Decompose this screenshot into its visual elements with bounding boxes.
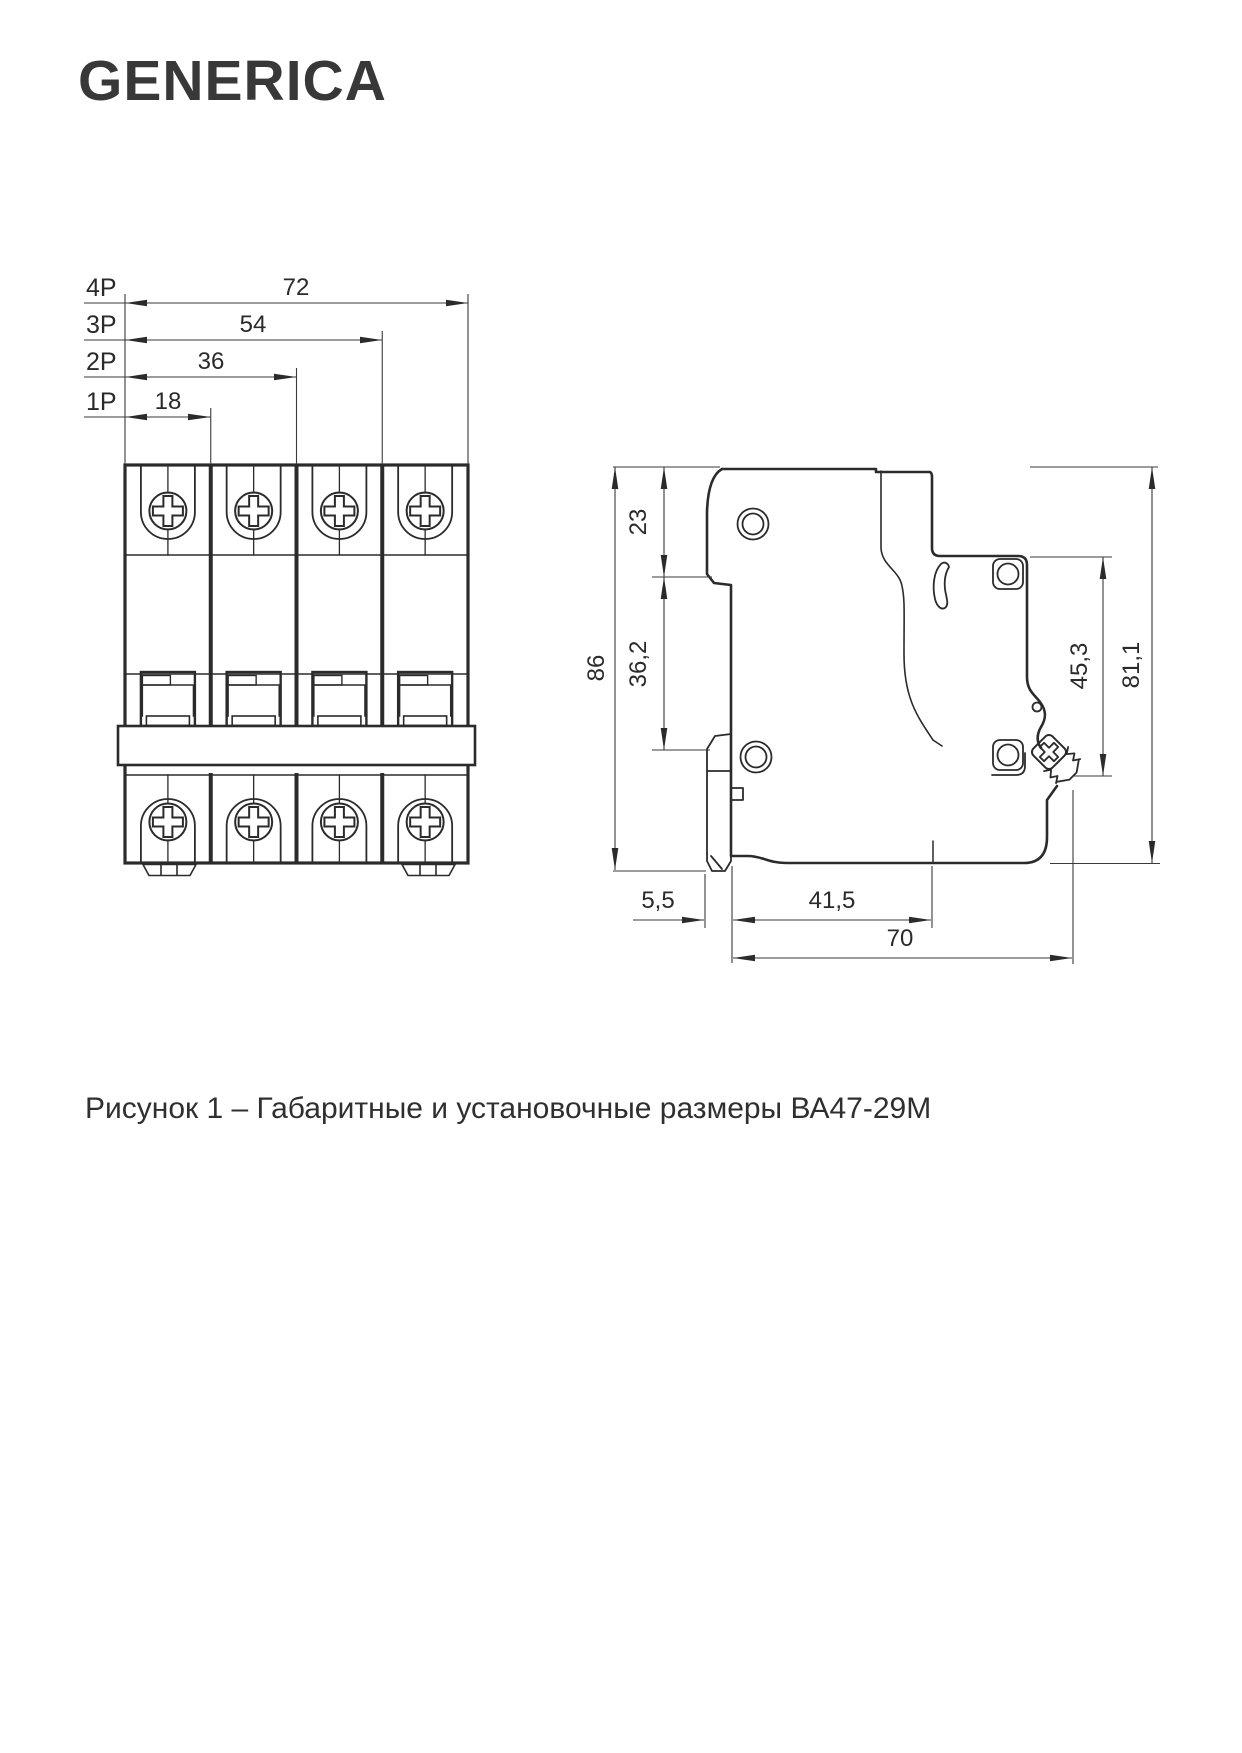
pole-label-1p: 1P: [86, 388, 117, 416]
din-rail-latch: [707, 734, 743, 871]
mounting-feet: [143, 865, 455, 876]
dim-height-81-1: 81,1: [1118, 641, 1145, 689]
terminal-screw: [1027, 730, 1085, 788]
dim-height-23: 23: [625, 508, 652, 536]
dim-depth-70: 70: [886, 925, 914, 952]
figure-caption: Рисунок 1 – Габаритные и установочные размеры ВА47-29М: [85, 1092, 932, 1125]
brand-logo: GENERICA: [78, 49, 387, 113]
front-view-drawing: [118, 465, 475, 876]
dim-width-54: 54: [239, 311, 267, 338]
pole-label-4p: 4P: [86, 274, 117, 302]
dim-depth-5-5: 5,5: [641, 887, 675, 914]
dim-width-18: 18: [154, 388, 182, 415]
side-profile-outline: [707, 469, 1057, 863]
mounting-bracket: [934, 559, 1042, 775]
pivot-hole: [1033, 703, 1042, 712]
rivets: [738, 509, 772, 773]
pole-label-3p: 3P: [86, 311, 117, 339]
dim-width-72: 72: [282, 274, 310, 301]
dimension-arrows: [612, 467, 1156, 961]
dim-height-36-2: 36,2: [625, 640, 652, 688]
dim-height-86: 86: [583, 654, 610, 682]
dim-height-45-3: 45,3: [1066, 642, 1093, 690]
side-view-dimensions: [583, 467, 1160, 964]
front-view-dimensions: [84, 274, 468, 464]
dim-depth-41-5: 41,5: [808, 887, 856, 914]
side-view-drawing: [707, 469, 1085, 871]
label-band: [118, 726, 475, 765]
dim-width-36: 36: [197, 348, 225, 375]
pole-label-2p: 2P: [86, 348, 117, 376]
kidney-slot: [934, 563, 949, 609]
